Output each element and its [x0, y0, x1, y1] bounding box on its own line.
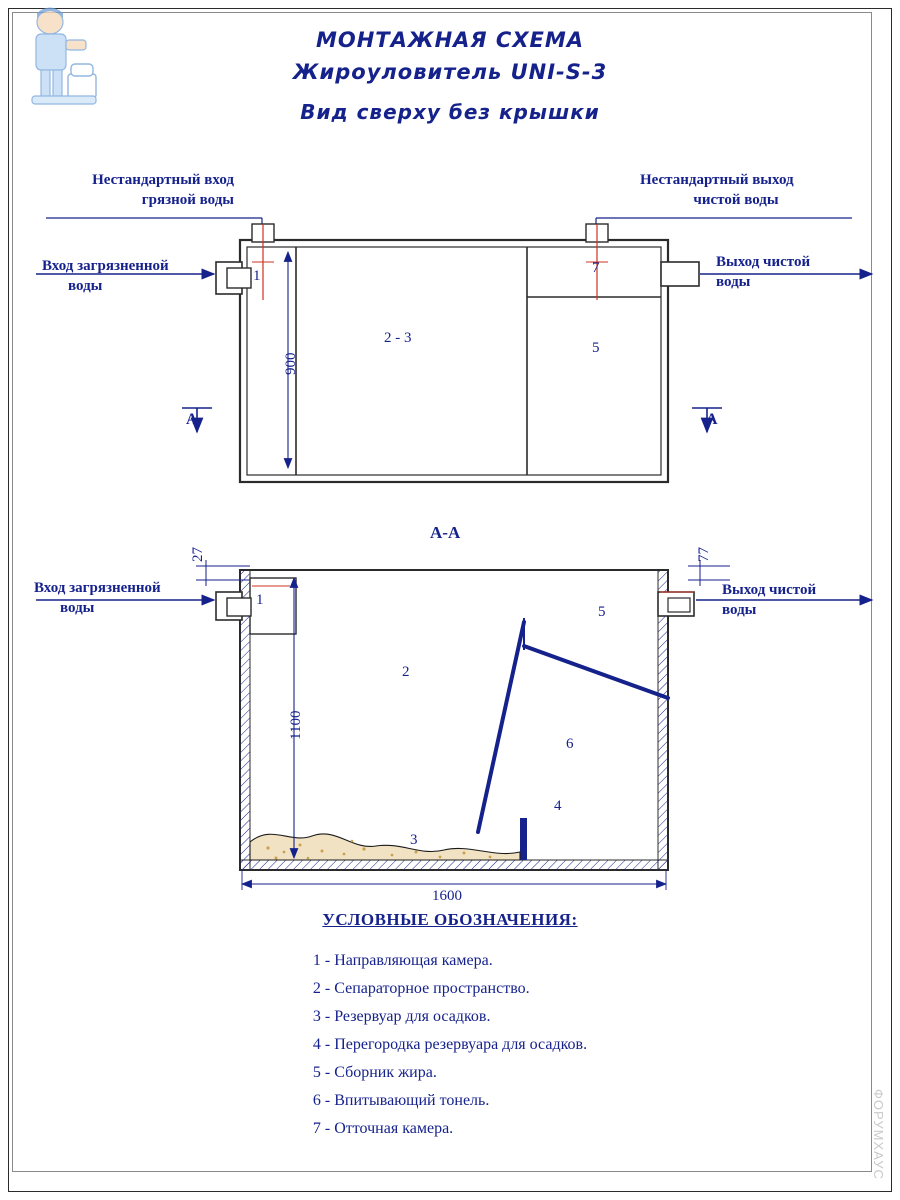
dimension-27: 27	[190, 547, 206, 562]
label-top-outlet-line1: Выход чистой	[716, 254, 811, 270]
label-nonstandard-inlet	[44, 170, 234, 211]
legend-item: 2 - Сепараторное пространство.	[312, 980, 530, 997]
callout-top-1: 1	[253, 268, 261, 284]
label-top-inlet	[42, 256, 169, 297]
label-section-outlet-line1: Выход чистой	[722, 582, 817, 598]
legend-item: 7 - Отточная камера.	[312, 1120, 454, 1137]
section-view-title: A-A	[430, 523, 461, 542]
title-line-2: Жироуловитель UNI-S-3	[292, 60, 608, 84]
callout-section-6: 6	[566, 736, 574, 752]
callout-section-5: 5	[598, 604, 606, 620]
legend-item: 1 - Направляющая камера.	[312, 952, 493, 969]
label-nonstandard-outlet-line1: Нестандартный выход	[640, 172, 794, 188]
legend-item: 5 - Сборник жира.	[312, 1064, 437, 1081]
label-section-inlet-line2: воды	[60, 600, 95, 617]
label-nonstandard-inlet-line2: грязной воды	[141, 192, 234, 209]
label-top-inlet-line2: воды	[68, 278, 103, 295]
callout-section-4: 4	[554, 798, 562, 814]
callout-section-1: 1	[256, 592, 264, 608]
label-section-outlet	[722, 580, 816, 621]
label-nonstandard-inlet-line1: Нестандартный вход	[92, 172, 234, 188]
label-section-outlet-line2: воды	[722, 602, 757, 619]
callout-top-7: 7	[592, 260, 600, 276]
dimension-1600: 1600	[432, 888, 462, 904]
label-top-outlet-line2: воды	[716, 274, 751, 291]
legend-list	[313, 952, 587, 1148]
callout-top-5: 5	[592, 340, 600, 356]
section-mark-left: A	[186, 411, 198, 428]
dimension-77: 77	[696, 547, 712, 562]
legend-title: УСЛОВНЫЕ ОБОЗНАЧЕНИЯ:	[322, 910, 578, 929]
callout-section-3: 3	[410, 832, 418, 848]
callout-top-2-3: 2 - 3	[384, 330, 412, 346]
legend-item: 4 - Перегородка резервуара для осадков.	[312, 1036, 588, 1053]
label-nonstandard-outlet	[640, 170, 860, 211]
watermark-text: ФОРУМХАУС	[871, 1089, 886, 1180]
legend-block	[0, 910, 900, 1148]
title-line-1: МОНТАЖНАЯ СХЕМА	[315, 28, 584, 52]
dimension-1100: 1100	[288, 710, 304, 740]
label-top-outlet	[716, 252, 810, 293]
callout-section-2: 2	[402, 664, 410, 680]
label-section-inlet	[34, 578, 161, 619]
label-section-inlet-line1: Вход загрязненной	[34, 580, 161, 596]
title-line-3: Вид сверху без крышки	[300, 100, 600, 124]
plumber-mascot-icon	[14, 0, 110, 110]
label-nonstandard-outlet-line2: чистой воды	[693, 192, 779, 209]
dimension-900: 900	[283, 352, 299, 375]
label-top-inlet-line1: Вход загрязненной	[42, 258, 169, 274]
legend-item: 3 - Резервуар для осадков.	[312, 1008, 491, 1025]
legend-item: 6 - Впитывающий тонель.	[312, 1092, 490, 1109]
section-mark-right: A	[706, 411, 718, 428]
